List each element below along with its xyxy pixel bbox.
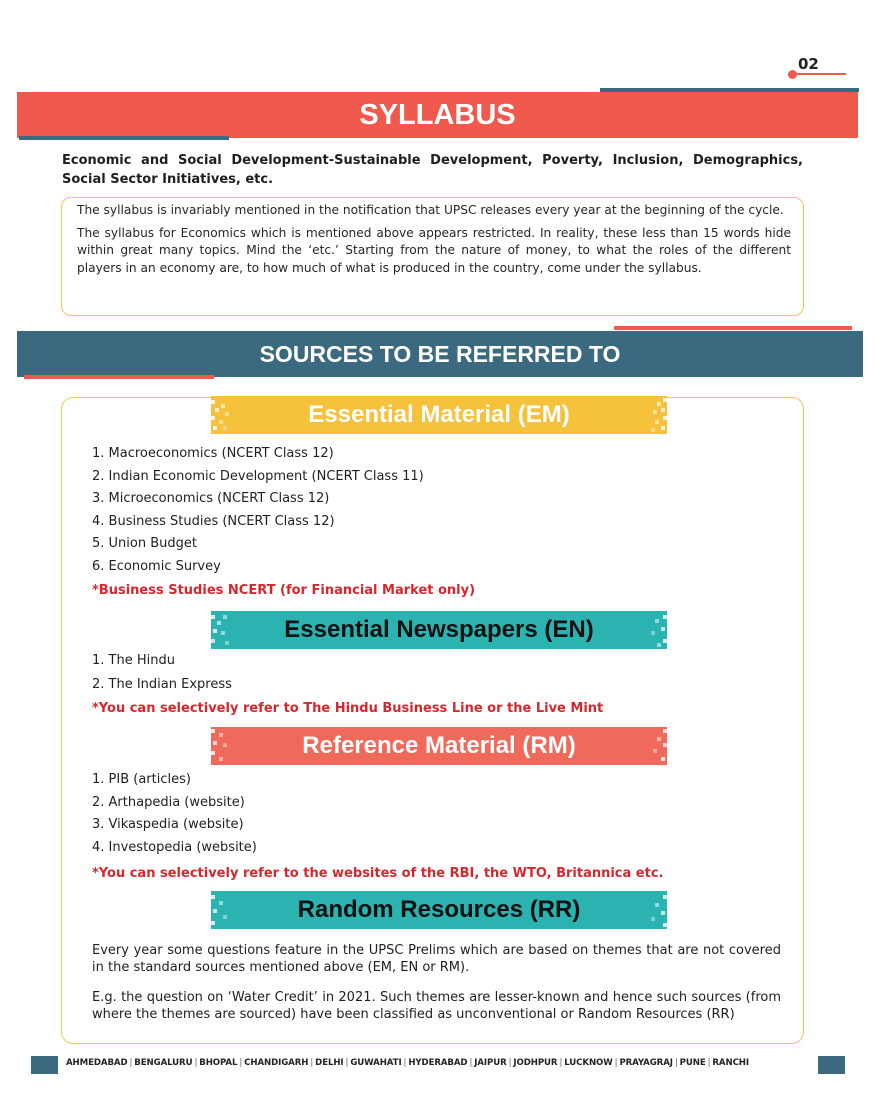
footer-block-left	[31, 1056, 58, 1074]
footer-city: AHMEDABAD	[66, 1058, 128, 1068]
list-item: 1. Macroeconomics (NCERT Class 12)	[92, 446, 334, 461]
syllabus-banner	[17, 92, 858, 138]
essential-material-title: Essential Material (EM)	[308, 401, 570, 428]
footer-city: CHANDIGARH	[244, 1058, 309, 1068]
footer-city: JODHPUR	[513, 1058, 558, 1068]
pixel-decoration-right-icon	[645, 891, 667, 929]
essential-newspapers-header	[211, 611, 667, 649]
pixel-decoration-left-icon	[211, 891, 233, 929]
list-item: 3. Microeconomics (NCERT Class 12)	[92, 491, 330, 507]
list-item: 2. Arthapedia (website)	[92, 794, 245, 810]
footer-city: PRAYAGRAJ	[619, 1058, 673, 1068]
footer-city-list: AHMEDABAD | BENGALURU | BHOPAL | CHANDIGARH | DELHI | GUWAHATI | HYDERABAD | JAIPUR | JODHPUR | LUCKNOW | PRAYAGRAJ | PUNE | RANCHI	[66, 1058, 749, 1068]
pixel-decoration-left-icon	[211, 727, 233, 765]
footer-city: LUCKNOW	[564, 1058, 613, 1068]
random-resources-title: Random Resources (RR)	[297, 896, 581, 923]
list-item: 4. Business Studies (NCERT Class 12)	[92, 513, 335, 529]
sources-banner	[17, 331, 863, 377]
syllabus-lead: Economic and Social Development-Sustainable Development, Poverty, Inclusion, Demographics, Social Sector Initiatives, etc.	[62, 153, 803, 187]
pixel-decoration-left-icon	[211, 611, 233, 649]
list-item: 2. The Indian Express	[92, 676, 232, 692]
syllabus-paragraph: The syllabus for Economics which is mentioned above appears restricted. In reality, these less than 15 words hide within great many topics. Mind the ‘etc.’ Starting from the nature of money, to what the roles of the different players in an economy are, to how much of what is produced in the country, come under the syllabus.	[77, 225, 791, 275]
footer-city: HYDERABAD	[408, 1058, 468, 1068]
list-item: 3. Vikaspedia (website)	[92, 817, 244, 833]
sources-accent-top	[614, 326, 852, 330]
essential-newspapers-title: Essential Newspapers (EN)	[284, 616, 594, 643]
footer-block-right	[818, 1056, 845, 1074]
syllabus-paragraph: The syllabus is invariably mentioned in the notification that UPSC releases every year at the beginning of the cycle.	[77, 203, 784, 217]
list-item: 5. Union Budget	[92, 536, 197, 552]
list-item: 1. PIB (articles)	[92, 772, 191, 787]
sources-title: SOURCES TO BE REFERRED TO	[259, 340, 621, 367]
footer-city: GUWAHATI	[350, 1058, 402, 1068]
list-item: 4. Investopedia (website)	[92, 839, 257, 855]
pixel-decoration-right-icon	[645, 611, 667, 649]
page-number: 02	[798, 55, 819, 73]
syllabus-note-box	[61, 197, 804, 316]
pixel-decoration-left-icon	[211, 396, 233, 434]
reference-material-title: Reference Material (RM)	[302, 732, 576, 759]
random-resources-paragraph: E.g. the question on ‘Water Credit’ in 2021. Such themes are lesser-known and hence such sources (from where the themes are sourced) have been classified as unconventional or Random Resources (RR)	[92, 990, 781, 1022]
essential-material-note: *Business Studies NCERT (for Financial Market only)	[92, 583, 476, 598]
list-item: 2. Indian Economic Development (NCERT Class 11)	[92, 468, 424, 484]
sources-accent-bottom	[24, 375, 214, 379]
essential-material-list	[92, 445, 424, 581]
pixel-decoration-right-icon	[645, 396, 667, 434]
essential-newspapers-note: *You can selectively refer to The Hindu Business Line or the Live Mint	[92, 701, 604, 716]
random-resources-paragraph: Every year some questions feature in the UPSC Prelims which are based on themes that are not covered in the standard sources mentioned above (EM, EN or RM).	[92, 943, 781, 975]
page-number-underline	[796, 73, 846, 75]
footer-city: BENGALURU	[134, 1058, 193, 1068]
list-item: 1. The Hindu	[92, 653, 175, 668]
pixel-decoration-right-icon	[645, 727, 667, 765]
footer-city: JAIPUR	[474, 1058, 507, 1068]
essential-material-header	[211, 396, 667, 434]
reference-material-list	[92, 771, 257, 861]
list-item: 6. Economic Survey	[92, 558, 221, 574]
random-resources-header	[211, 891, 667, 929]
footer-city: DELHI	[315, 1058, 344, 1068]
syllabus-accent-bottom	[19, 136, 229, 140]
syllabus-title: SYLLABUS	[359, 98, 516, 131]
essential-newspapers-list	[92, 652, 232, 699]
footer-city: BHOPAL	[199, 1058, 238, 1068]
reference-material-header	[211, 727, 667, 765]
reference-material-note: *You can selectively refer to the websites of the RBI, the WTO, Britannica etc.	[92, 866, 664, 881]
footer-city: PUNE	[679, 1058, 706, 1068]
footer-city: RANCHI	[712, 1058, 749, 1068]
